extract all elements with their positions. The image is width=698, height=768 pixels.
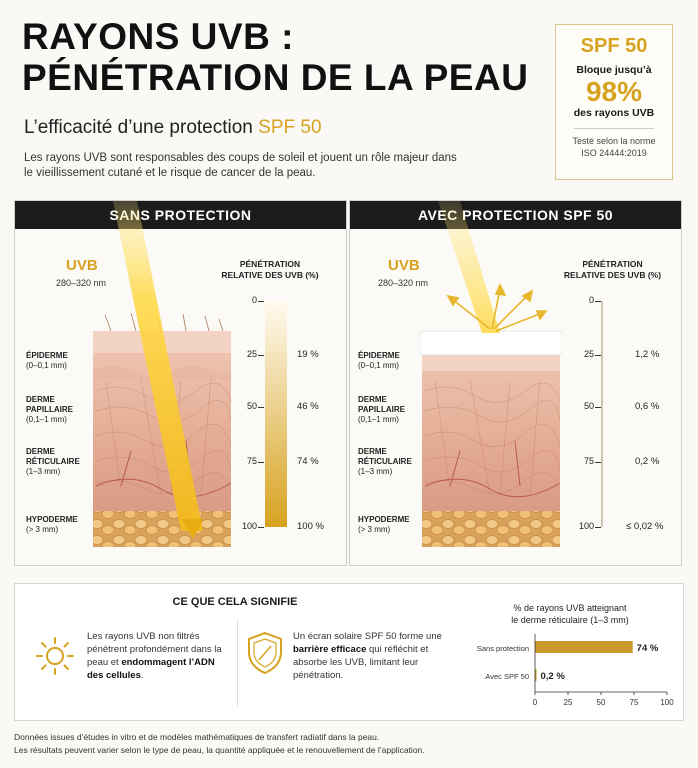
- value-epidermis: 19 %: [297, 349, 319, 360]
- x-tick-label: 50: [596, 698, 606, 707]
- penetration-gauge: [265, 301, 287, 527]
- sun-icon: [33, 634, 77, 678]
- tick-75: 75: [583, 456, 594, 466]
- value-reticular: 0,2 %: [635, 456, 660, 467]
- x-tick-label: 75: [629, 698, 639, 707]
- title-line-1: RAYONS UVB :: [22, 16, 294, 57]
- tick-mark: [595, 462, 601, 463]
- footer-line-2: Les résultats peuvent varier selon le type de peau, la quantité appliquée et le renouvellement de l’application.: [14, 745, 425, 755]
- layer-depth: (0–0,1 mm): [358, 361, 399, 370]
- uvb-ray: [113, 201, 203, 531]
- text-emphasis: barrière efficace: [293, 644, 367, 655]
- tick-mark: [258, 355, 264, 356]
- meaning-protected-text: [293, 630, 443, 682]
- text-part: Un écran solaire SPF 50 forme une: [293, 631, 442, 642]
- x-tick-label: 100: [660, 698, 674, 707]
- chart-title: [470, 602, 670, 626]
- uvb-label: UVB: [66, 257, 98, 274]
- layer-depth: (1–3 mm): [358, 467, 393, 476]
- tick-100: 100: [241, 521, 257, 531]
- subtitle-main: L’efficacité d’une protection: [24, 117, 259, 138]
- layer-name: PAPILLAIRE: [26, 405, 73, 414]
- spf-blocks-text: Bloque jusqu’à: [576, 64, 652, 76]
- tick-mark: [595, 407, 601, 408]
- spf-standard: ISO 24444:2019: [581, 148, 647, 158]
- penetration-header-line2: RELATIVE DES UVB (%): [221, 270, 319, 280]
- panel-title: SANS PROTECTION: [15, 201, 346, 229]
- layer-depth: (0,1–1 mm): [358, 415, 399, 424]
- uvb-beam-reflected: [430, 201, 560, 361]
- value-papillary: 46 %: [297, 401, 319, 412]
- layer-name: HYPODERME: [26, 515, 78, 524]
- uvb-range: 280–320 nm: [378, 278, 429, 288]
- tick-75: 75: [246, 456, 257, 466]
- tick-mark: [258, 407, 264, 408]
- layer-label-hypodermis: [358, 515, 410, 535]
- panel-without-protection: [14, 200, 347, 566]
- chart-title-line2: le derme réticulaire (1–3 mm): [511, 615, 629, 625]
- penetration-header: [555, 259, 670, 281]
- layer-label-reticular: [358, 447, 412, 477]
- gauge-fill: [265, 301, 287, 527]
- layer-name: RÉTICULAIRE: [26, 457, 80, 466]
- value-epidermis: 1,2 %: [635, 349, 660, 360]
- tick-mark: [258, 462, 264, 463]
- bar: [535, 641, 633, 653]
- uvb-range: 280–320 nm: [56, 278, 107, 288]
- spf-of-rays: des rayons UVB: [573, 107, 655, 119]
- layer-label-hypodermis: [26, 515, 78, 535]
- value-hypodermis: 100 %: [297, 521, 324, 532]
- text-part: .: [140, 670, 144, 681]
- layer-label-papillary: [26, 395, 73, 425]
- chart-title-line1: % de rayons UVB atteignant: [513, 603, 627, 613]
- penetration-gauge: [601, 301, 603, 527]
- penetration-header-line1: PÉNÉTRATION: [239, 259, 301, 269]
- layer-name: DERME: [358, 447, 387, 456]
- spf-percent: 98%: [585, 76, 643, 107]
- layer-depth: (> 3 mm): [26, 525, 59, 534]
- uvb-label: UVB: [388, 257, 420, 274]
- divider: [574, 128, 654, 129]
- tick-mark: [595, 355, 601, 356]
- penetration-header-line1: PÉNÉTRATION: [582, 259, 643, 269]
- meaning-unprotected-text: [87, 630, 232, 682]
- layer-label-epidermis: [358, 351, 400, 371]
- layer-name: DERME: [26, 447, 55, 456]
- layer-name: RÉTICULAIRE: [358, 457, 412, 466]
- title-line-2: PÉNÉTRATION DE LA PEAU: [22, 57, 529, 98]
- layer-depth: (0,1–1 mm): [26, 415, 67, 424]
- subtitle: [24, 117, 322, 139]
- bar-category-label: Avec SPF 50: [485, 672, 529, 681]
- tick-0: 0: [588, 295, 594, 305]
- layer-label-epidermis: [26, 351, 68, 371]
- bar-category-label: Sans protection: [476, 644, 529, 653]
- subtitle-accent: SPF 50: [258, 117, 322, 138]
- spf-label: SPF 50: [580, 35, 648, 57]
- layer-label-reticular: [26, 447, 80, 477]
- tick-mark: [258, 527, 264, 528]
- shield-icon: [245, 630, 285, 676]
- layer-name: DERME: [26, 395, 55, 404]
- tick-mark: [258, 301, 264, 302]
- penetration-header-line2: RELATIVE DES UVB (%): [563, 270, 662, 280]
- layer-name: PAPILLAIRE: [358, 405, 405, 414]
- spf-summary-box: [555, 24, 673, 180]
- spf-tested: Testé selon la norme: [572, 136, 656, 146]
- bar-value-label: 74 %: [636, 643, 659, 654]
- layer-name: ÉPIDERME: [26, 351, 68, 360]
- hypodermis-layer: [422, 511, 560, 547]
- text-part: qui réfléchit et absorbe les UVB, limitant leur pénétration.: [293, 644, 429, 681]
- uvb-beam: [105, 201, 215, 541]
- value-reticular: 74 %: [297, 456, 319, 467]
- panel-title: AVEC PROTECTION SPF 50: [350, 201, 681, 229]
- text-emphasis: endommagent l’ADN des cellules: [87, 657, 215, 681]
- text-part: Les rayons UVB non filtrés pénètrent profondément dans la peau et: [87, 631, 222, 668]
- layer-name: HYPODERME: [358, 515, 410, 524]
- tick-mark: [595, 527, 601, 528]
- bar-value-label: 0,2 %: [540, 671, 565, 682]
- x-tick-label: 25: [563, 698, 573, 707]
- value-papillary: 0,6 %: [635, 401, 660, 412]
- tick-0: 0: [251, 295, 257, 305]
- layer-depth: (> 3 mm): [358, 525, 391, 534]
- layer-label-papillary: [358, 395, 405, 425]
- layer-name: ÉPIDERME: [358, 351, 400, 360]
- x-tick-label: 0: [532, 698, 538, 707]
- page-title: [22, 16, 528, 98]
- tick-25: 25: [583, 349, 594, 359]
- meaning-section: [14, 583, 684, 721]
- tick-50: 50: [246, 401, 257, 411]
- footer-line-1: Données issues d’études in vitro et de modèles mathématiques de transfert radiatif dans la peau.: [14, 732, 380, 742]
- tick-100: 100: [578, 521, 594, 531]
- tick-50: 50: [583, 401, 594, 411]
- intro-text: Les rayons UVB sont responsables des coups de soleil et jouent un rôle majeur dans le vieillissement cutané et le risque de cancer de la peau.: [24, 152, 457, 179]
- tick-mark: [595, 301, 601, 302]
- tick-25: 25: [246, 349, 257, 359]
- penetration-header: [215, 259, 325, 281]
- reticular-dermis-chart: [455, 634, 680, 714]
- meaning-title: CE QUE CELA SIGNIFIE: [172, 596, 298, 608]
- layer-name: DERME: [358, 395, 387, 404]
- layer-depth: (0–0,1 mm): [26, 361, 67, 370]
- divider: [237, 620, 238, 706]
- panel-with-protection: [349, 200, 682, 566]
- value-hypodermis: ≤ 0,02 %: [626, 521, 664, 532]
- layer-depth: (1–3 mm): [26, 467, 61, 476]
